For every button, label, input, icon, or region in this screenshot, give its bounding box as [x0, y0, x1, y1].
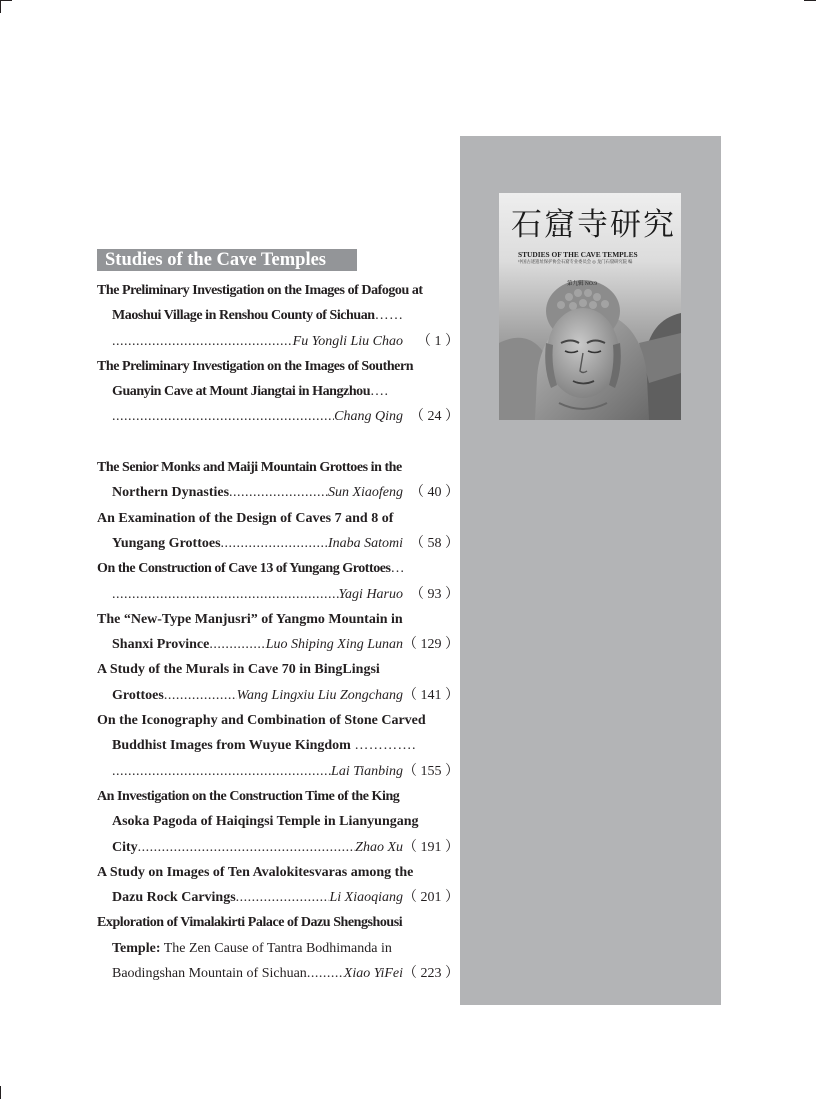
toc-entry-author-line — [97, 329, 459, 354]
toc-entry-title-line: The Senior Monks and Maiji Mountain Grottoes in the — [97, 460, 402, 476]
journal-cover-image — [499, 193, 681, 420]
toc-page-number: （ 93 ） — [410, 586, 459, 602]
toc-entry-title-line: A Study of the Murals in Cave 70 in BingLingsi — [97, 662, 380, 678]
toc-entry-title-line: Yungang Grottoes ..... Inaba Satomi （ 58 ） — [97, 531, 459, 556]
leader-dots — [112, 582, 339, 607]
toc-page-number: （ 223 ） — [403, 966, 459, 982]
leader-dots — [112, 404, 334, 429]
table-of-contents — [97, 278, 459, 986]
toc-entry-title-line: Temple: The Zen Cause of Tantra Bodhimanda in — [112, 940, 392, 956]
cover-title: 石窟寺研究 — [511, 207, 676, 242]
toc-entry-title-line: City ..... Zhao Xu （ 191 ） — [97, 835, 459, 860]
toc-entry-title-line: A Study on Images of Ten Avalokitesvaras among the — [97, 864, 414, 880]
toc-page-number: （ 141 ） — [403, 687, 459, 703]
toc-entry-title-line: Guanyin Cave at Mount Jiangtai in Hangzhou…. — [112, 384, 389, 400]
toc-entry-title-line: An Investigation on the Construction Time of the King — [97, 788, 400, 804]
cover-publisher: 中国古迹遗址保护协会石窟专业委员会 ◎ 龙门石窟研究院 编 — [518, 259, 633, 264]
toc-author: Lai Tianbing — [331, 763, 403, 779]
leader-dots — [229, 480, 328, 505]
toc-entry-title-line: Dazu Rock Carvings ..... Li Xiaoqiang （ 201 ） — [97, 885, 459, 910]
toc-author: Yagi Haruo — [338, 586, 403, 602]
leader-dots — [209, 632, 265, 657]
toc-author: Inaba Satomi — [327, 535, 403, 551]
toc-author: Fu Yongli Liu Chao — [292, 333, 403, 349]
toc-author: Zhao Xu — [355, 839, 403, 855]
toc-page-number: （ 191 ） — [403, 839, 459, 855]
toc-entry-title-line: Grottoes ..... Wang Lingxiu Liu Zongchang （ 141 ） — [97, 683, 459, 708]
leader-dots — [164, 683, 237, 708]
crop-mark-top-left — [0, 0, 1, 13]
toc-entry-title-line: Exploration of Vimalakirti Palace of Dazu Shengshousi — [97, 915, 403, 931]
toc-author: Wang Lingxiu Liu Zongchang — [236, 687, 403, 703]
toc-entry-title-line: Northern Dynasties ..... Sun Xiaofeng （ 40 ） — [97, 480, 459, 505]
toc-entry-title-line: Maoshui Village in Renshou County of Sichuan…… — [112, 308, 404, 324]
toc-entry-title-line: On the Iconography and Combination of Stone Carved — [97, 713, 426, 729]
leader-dots — [307, 961, 344, 986]
toc-author: Chang Qing — [334, 409, 403, 425]
toc-entry-author-line — [97, 582, 459, 607]
toc-page-number: （ 24 ） — [410, 409, 459, 425]
toc-entry-author-line — [97, 759, 459, 784]
crop-mark-top-right — [804, 0, 816, 1]
toc-entry-title-line: Asoka Pagoda of Haiqingsi Temple in Lianyungang — [112, 814, 419, 830]
toc-author: Li Xiaoqiang — [329, 890, 403, 906]
section-heading: Studies of the Cave Temples — [97, 249, 357, 271]
toc-entry-title-line: An Examination of the Design of Caves 7 and 8 of — [97, 510, 394, 526]
toc-entry-title-line: Buddhist Images from Wuyue Kingdom …………. — [112, 738, 416, 754]
toc-entry-author-line — [97, 404, 459, 429]
leader-dots — [221, 531, 328, 556]
toc-page-number: （ 58 ） — [410, 535, 459, 551]
toc-author: Xiao YiFei — [343, 966, 403, 982]
toc-page-number: （ 201 ） — [403, 890, 459, 906]
toc-page-number: （ 129 ） — [403, 637, 459, 653]
leader-dots — [236, 885, 330, 910]
leader-dots — [138, 835, 355, 860]
leader-dots — [112, 759, 331, 784]
toc-author: Sun Xiaofeng — [327, 485, 403, 501]
crop-mark-bottom-left — [0, 1086, 1, 1099]
toc-entry-title-line: The “New-Type Manjusri” of Yangmo Mountain in — [97, 611, 403, 627]
toc-entry-title-line: The Preliminary Investigation on the Images of Dafogou at — [97, 283, 423, 298]
toc-entry-subtitle-line: Baodingshan Mountain of Sichuan ..... Xiao YiFei （ 223 ） — [97, 961, 459, 986]
toc-entry-title-line: Shanxi Province ..... Luo Shiping Xing Lunan （ 129 ） — [97, 632, 459, 657]
toc-entry-title-line: The Preliminary Investigation on the Images of Southern — [97, 358, 414, 374]
cover-volume: 第九辑 NO.9 — [567, 281, 597, 287]
leader-dots — [112, 329, 293, 354]
cover-subtitle: STUDIES OF THE CAVE TEMPLES — [518, 250, 638, 259]
toc-page-number: （ 155 ） — [403, 763, 459, 779]
toc-author: Luo Shiping Xing Lunan — [265, 637, 403, 653]
crop-mark-top-left-h — [0, 0, 12, 1]
toc-page-number: （ 1 ） — [417, 333, 459, 349]
toc-page-number: （ 40 ） — [410, 485, 459, 501]
toc-entry-title-line: On the Construction of Cave 13 of Yungang Grottoes… — [97, 561, 405, 577]
